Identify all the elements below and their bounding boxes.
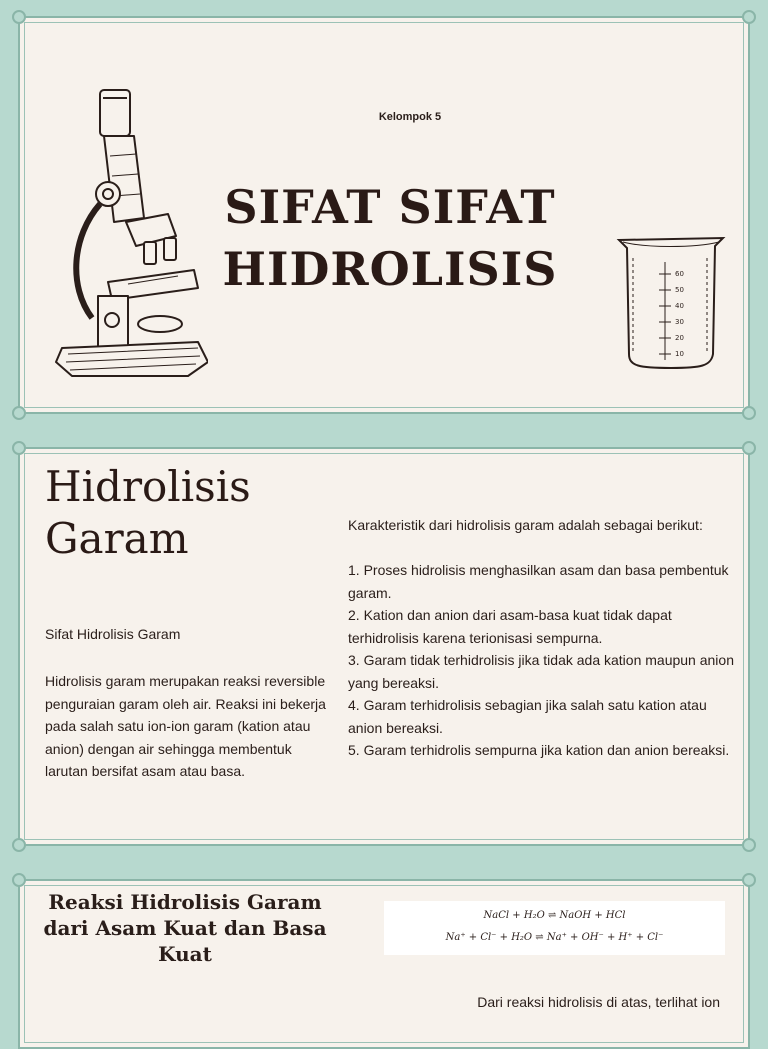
corner-ornament: [12, 873, 26, 887]
list-item: 5. Garam terhidrolis sempurna jika kation dan anion bereaksi.: [348, 742, 730, 758]
section-heading: Reaksi Hidrolisis Garam dari Asam Kuat dan Basa Kuat: [43, 890, 327, 966]
characteristics-intro: Karakteristik dari hidrolisis garam adalah sebagai berikut:: [348, 517, 703, 533]
beaker-scale-label: 40: [675, 302, 684, 310]
corner-ornament: [742, 838, 756, 852]
beaker-scale-label: 60: [675, 270, 684, 278]
title-slide: [18, 16, 750, 414]
heading-line: Hidrolisis: [45, 462, 251, 511]
corner-ornament: [12, 441, 26, 455]
section-heading: [45, 461, 335, 565]
list-item: 1. Proses hidrolisis menghasilkan asam dan basa pembentuk garam.: [348, 562, 729, 601]
corner-ornament: [742, 10, 756, 24]
list-item: 4. Garam terhidrolisis sebagian jika salah satu kation atau anion bereaksi.: [348, 697, 707, 736]
group-label: Kelompok 5: [378, 111, 442, 123]
page-title: [180, 176, 600, 300]
explanation-paragraph: Dari reaksi hidrolisis di atas, terlihat ion: [477, 994, 720, 1010]
beaker-scale-label: 20: [675, 334, 684, 342]
corner-ornament: [12, 406, 26, 420]
beaker-scale-label: 50: [675, 286, 684, 294]
title-line: SIFAT SIFAT: [224, 180, 556, 234]
characteristics-list: [348, 559, 738, 762]
equation-box: [384, 901, 725, 955]
corner-ornament: [742, 406, 756, 420]
list-item: 2. Kation dan anion dari asam-basa kuat tidak dapat terhidrolisis karena terionisasi sempurna.: [348, 607, 672, 646]
equation: NaCl + H₂O ⇌ NaOH + HCl: [483, 910, 626, 921]
subheading: Sifat Hidrolisis Garam: [45, 626, 181, 642]
title-line: HIDROLISIS: [222, 242, 558, 296]
definition-paragraph: Hidrolisis garam merupakan reaksi reversible penguraian garam oleh air. Reaksi ini bekerja pada salah satu ion-ion garam (kation atau anion) dengan air sehingga membentuk larutan bersifat asam atau basa.: [45, 673, 326, 779]
corner-ornament: [12, 10, 26, 24]
list-item: 3. Garam tidak terhidrolisis jika tidak ada kation maupun anion yang bereaksi.: [348, 652, 734, 691]
beaker-scale-label: 10: [675, 350, 684, 358]
heading-line: Garam: [45, 514, 189, 563]
corner-ornament: [12, 838, 26, 852]
characteristics-column: [348, 514, 738, 762]
corner-ornament: [742, 873, 756, 887]
beaker-icon: [615, 234, 727, 370]
equation: Na⁺ + Cl⁻ + H₂O ⇌ Na⁺ + OH⁻ + H⁺ + Cl⁻: [445, 932, 664, 943]
beaker-scale-label: 30: [675, 318, 684, 326]
corner-ornament: [742, 441, 756, 455]
content-slide-hidrolisis-garam: [18, 447, 750, 846]
